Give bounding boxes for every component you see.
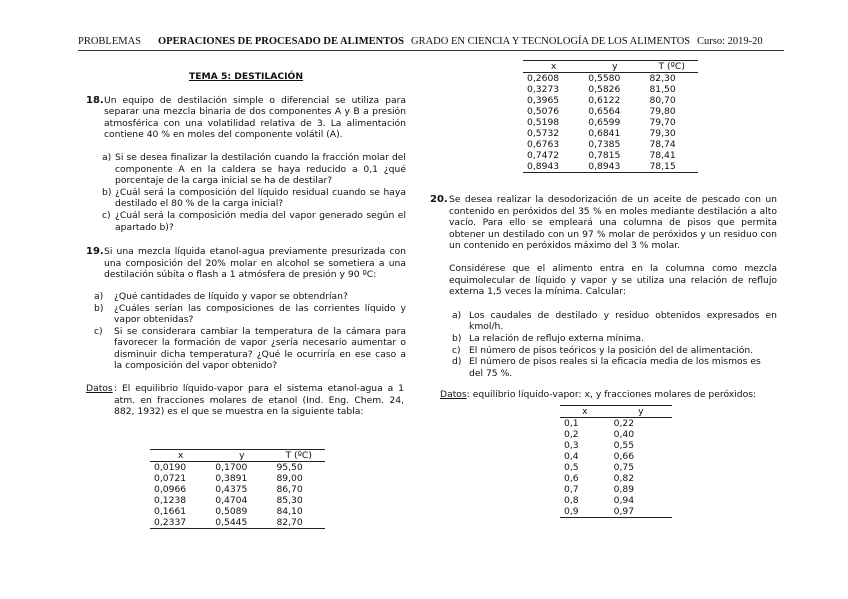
list-item: a) ¿Qué cantidades de líquido y vapor se obtendrían?: [94, 290, 348, 302]
table-row: 0,1238 0,4704 85,30: [154, 495, 303, 506]
problem-20-text: Se desea realizar la desodorización de un aceite de pescado con un contenido en peróxidos del 35 % en moles mediante destilación a alto vacío. Para ello se empleará una columna de pisos que permita obtener un destilado con un 97 % molar de peróxidos y un residuo con un contenido en peróxidos máximo del 3 % molar.: [449, 194, 777, 252]
problem-19-datos: [86, 383, 404, 418]
table-row: 0,7 0,89: [564, 484, 635, 495]
list-item: c) ¿Cuál será la composición media del vapor generado según el apartado b)?: [102, 209, 406, 233]
datos-label: Datos: [440, 389, 467, 401]
problem-20-datos: [440, 389, 777, 401]
header-course: OPERACIONES DE PROCESADO DE ALIMENTOS: [158, 36, 405, 47]
page-header: [78, 36, 784, 51]
table-row: 0,1 0,22: [564, 418, 635, 429]
left-column: [86, 71, 406, 418]
table-row: 0,3 0,55: [564, 440, 635, 451]
header-left: PROBLEMAS: [78, 36, 142, 47]
table-row: 0,0966 0,4375 86,70: [154, 484, 303, 495]
table-row: 0,2337 0,5445 82,70: [150, 517, 325, 529]
table-row: 0,5198 0,6599 79,70: [527, 117, 676, 128]
list-item: a) Si se desea finalizar la destilación cuando la fracción molar del componente A en la caldera se haya reducido a 0,1 ¿qué porcentaje de la carga inicial se ha de destilar?: [102, 151, 406, 187]
right-column: [430, 194, 777, 401]
table-header-row: x y T (ºC): [523, 61, 698, 73]
list-item: c) Si se considerara cambiar la temperatura de la cámara para favorecer la formación de vapor ¿sería necesario aumentar o disminuir dicha temperatura? ¿Qué le ocurriría en ese caso a la composición del vapor obtenido?: [94, 325, 406, 372]
problem-19: [86, 246, 406, 281]
problem-20-number: 20.: [430, 194, 448, 205]
problem-20-items: [452, 310, 777, 380]
table-row: 0,2 0,40: [564, 429, 635, 440]
equilibrium-table-3: [560, 405, 672, 518]
table-row: 0,2608 0,5580 82,30: [527, 73, 676, 84]
problem-19-number: 19.: [86, 246, 104, 258]
datos-text: : El equilibrio líquido-vapor para el sistema etanol-agua a 1 atm. en fracciones molares de etanol (Ind. Eng. Chem. 24, 882, 1932) es el que se muestra en la siguiente tabla:: [114, 383, 404, 418]
header-degree: GRADO EN CIENCIA Y TECNOLOGÍA DE LOS ALIMENTOS: [411, 36, 691, 47]
table-row: 0,4 0,66: [564, 451, 635, 462]
equilibrium-table-2: [523, 60, 698, 173]
table-row: 0,8 0,94: [564, 495, 635, 506]
list-item: b) La relación de reflujo externa mínima.: [452, 332, 644, 344]
table-row: 0,5 0,75: [564, 462, 635, 473]
table-row: 0,5076 0,6564 79,80: [527, 106, 676, 117]
datos-text: : equilibrio líquido-vapor: x, y fracciones molares de peróxidos:: [466, 389, 757, 401]
table-row: 0,6 0,82: [564, 473, 635, 484]
list-item: b) ¿Cuáles serían las composiciones de las corrientes líquido y vapor obtenidas?: [94, 302, 406, 326]
problem-19-text: Si una mezcla líquida etanol-agua previamente presurizada con una composición del 20% molar en alcohol se sometiera a una destilación súbita o flash a 1 atmósfera de presión y 90 ºC:: [104, 246, 406, 281]
list-item: a) Los caudales de destilado y residuo obtenidos expresados en kmol/h.: [452, 309, 777, 333]
table-row: 0,3965 0,6122 80,70: [527, 95, 676, 106]
problem-18-items: [102, 152, 406, 233]
table-row: 0,8943 0,8943 78,15: [523, 161, 698, 173]
table-row: 0,9 0,97: [560, 506, 672, 518]
list-item: b) ¿Cuál será la composición del líquido residual cuando se haya destilado el 80 % de la carga inicial?: [102, 186, 406, 210]
table-row: 0,3273 0,5826 81,50: [527, 84, 676, 95]
table-row: 0,0721 0,3891 89,00: [154, 473, 303, 484]
problem-20-text-2: Considérese que el alimento entra en la columna como mezcla equimolecular de líquido y vapor y se utiliza una relación de reflujo externa 1,5 veces la mínima. Calcular:: [449, 262, 777, 298]
table-row: 0,0190 0,1700 95,50: [154, 462, 303, 473]
datos-label: Datos: [86, 383, 113, 395]
table-header-row: x y T (ºC): [150, 450, 325, 462]
topic-title: TEMA 5: DESTILACIÓN: [188, 71, 304, 82]
problem-19-items: [94, 291, 406, 372]
table-row: 0,5732 0,6841 79,30: [527, 128, 676, 139]
problem-18-text: Un equipo de destilación simple o diferencial se utiliza para separar una mezcla binaria de dos componentes A y B a presión atmosférica con una volatilidad relativa de 3. La alimentación contiene 40 % en moles del componente volátil (A).: [104, 94, 406, 141]
list-item: c) El número de pisos teóricos y la posición del de alimentación.: [452, 344, 754, 356]
problem-18: [86, 95, 406, 141]
equilibrium-table-1: [150, 449, 325, 529]
problem-20: [430, 194, 777, 298]
header-year: Curso: 2019-20: [697, 36, 763, 47]
table-row: 0,7472 0,7815 78,41: [527, 150, 676, 161]
table-row: 0,6763 0,7385 78,74: [527, 139, 676, 150]
table-header-row: x y: [560, 406, 672, 418]
list-item: d) El número de pisos reales si la eficacia media de los mismos es del 75 %.: [452, 356, 761, 379]
problem-18-number: 18.: [86, 94, 104, 106]
table-row: 0,1661 0,5089 84,10: [154, 506, 303, 517]
